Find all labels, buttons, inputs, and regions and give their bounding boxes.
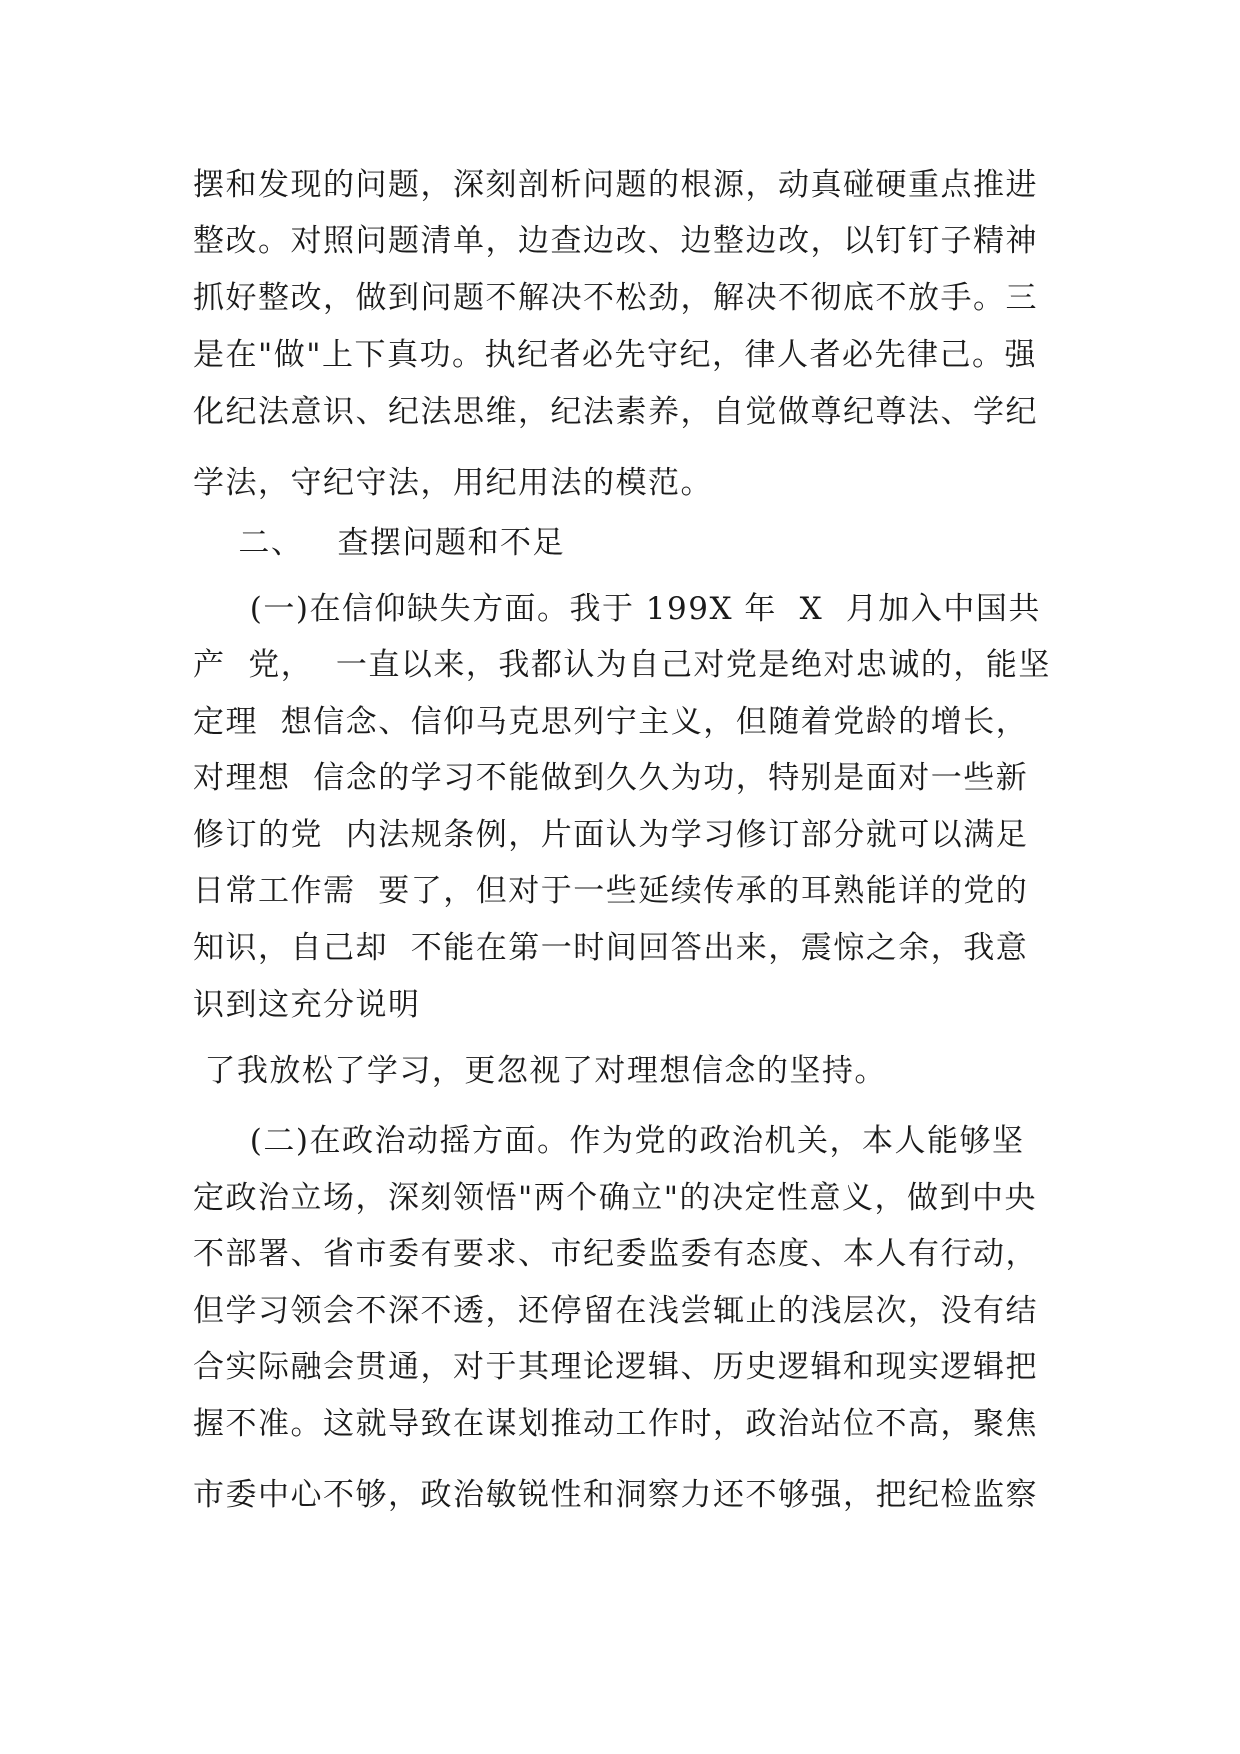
text-line: 是在"做"上下真功。执纪者必先守纪，律人者必先律己。强: [193, 337, 1038, 373]
text-line: (二)在政治动摇方面。作为党的政治机关，本人能够坚: [193, 1123, 1025, 1159]
text-line: 修订的党 内法规条例，片面认为学习修订部分就可以满足: [193, 817, 1029, 853]
text-line: 对理想 信念的学习不能做到久久为功，特别是面对一些新: [193, 760, 1029, 796]
text-line: 市委中心不够，政治敏锐性和洞察力还不够强，把纪检监察: [193, 1477, 1038, 1513]
text-line: 识到这充分说明: [193, 987, 421, 1023]
text-line: 但学习领会不深不透，还停留在浅尝辄止的浅层次，没有结: [193, 1293, 1038, 1329]
text-line: 合实际融会贯通，对于其理论逻辑、历史逻辑和现实逻辑把: [193, 1349, 1038, 1385]
text-line: 日常工作需 要了，但对于一些延续传承的耳熟能详的党的: [193, 873, 1029, 909]
text-line: 握不准。这就导致在谋划推动工作时，政治站位不高，聚焦: [193, 1406, 1038, 1442]
text-line: 化纪法意识、纪法思维，纪法素养，自觉做尊纪尊法、学纪: [193, 394, 1038, 430]
text-line: 整改。对照问题清单，边查边改、边整边改，以钉钉子精神: [193, 223, 1038, 259]
text-line: 定理 想信念、信仰马克思列宁主义，但随着党龄的增长，: [193, 704, 1029, 740]
text-line: 知识，自己却 不能在第一时间回答出来，震惊之余，我意: [193, 930, 1029, 966]
text-line: 不部署、省市委有要求、市纪委监委有态度、本人有行动，: [193, 1236, 1038, 1272]
text-line: 定政治立场，深刻领悟"两个确立"的决定性意义，做到中央: [193, 1180, 1038, 1216]
text-line: 产 党， 一直以来，我都认为自己对党是绝对忠诚的，能坚: [193, 647, 1051, 683]
text-line: 抓好整改，做到问题不解决不松劲，解决不彻底不放手。三: [193, 280, 1038, 316]
section-heading: 二、 查摆问题和不足: [193, 525, 565, 561]
text-line: (一)在信仰缺失方面。我于 199X 年 X 月加入中国共: [193, 591, 1041, 627]
text-line: 摆和发现的问题，深刻剖析问题的根源，动真碰硬重点推进: [193, 167, 1038, 203]
text-line: 学法，守纪守法，用纪用法的模范。: [193, 465, 713, 501]
text-line: 了我放松了学习，更忽视了对理想信念的坚持。: [193, 1053, 887, 1089]
